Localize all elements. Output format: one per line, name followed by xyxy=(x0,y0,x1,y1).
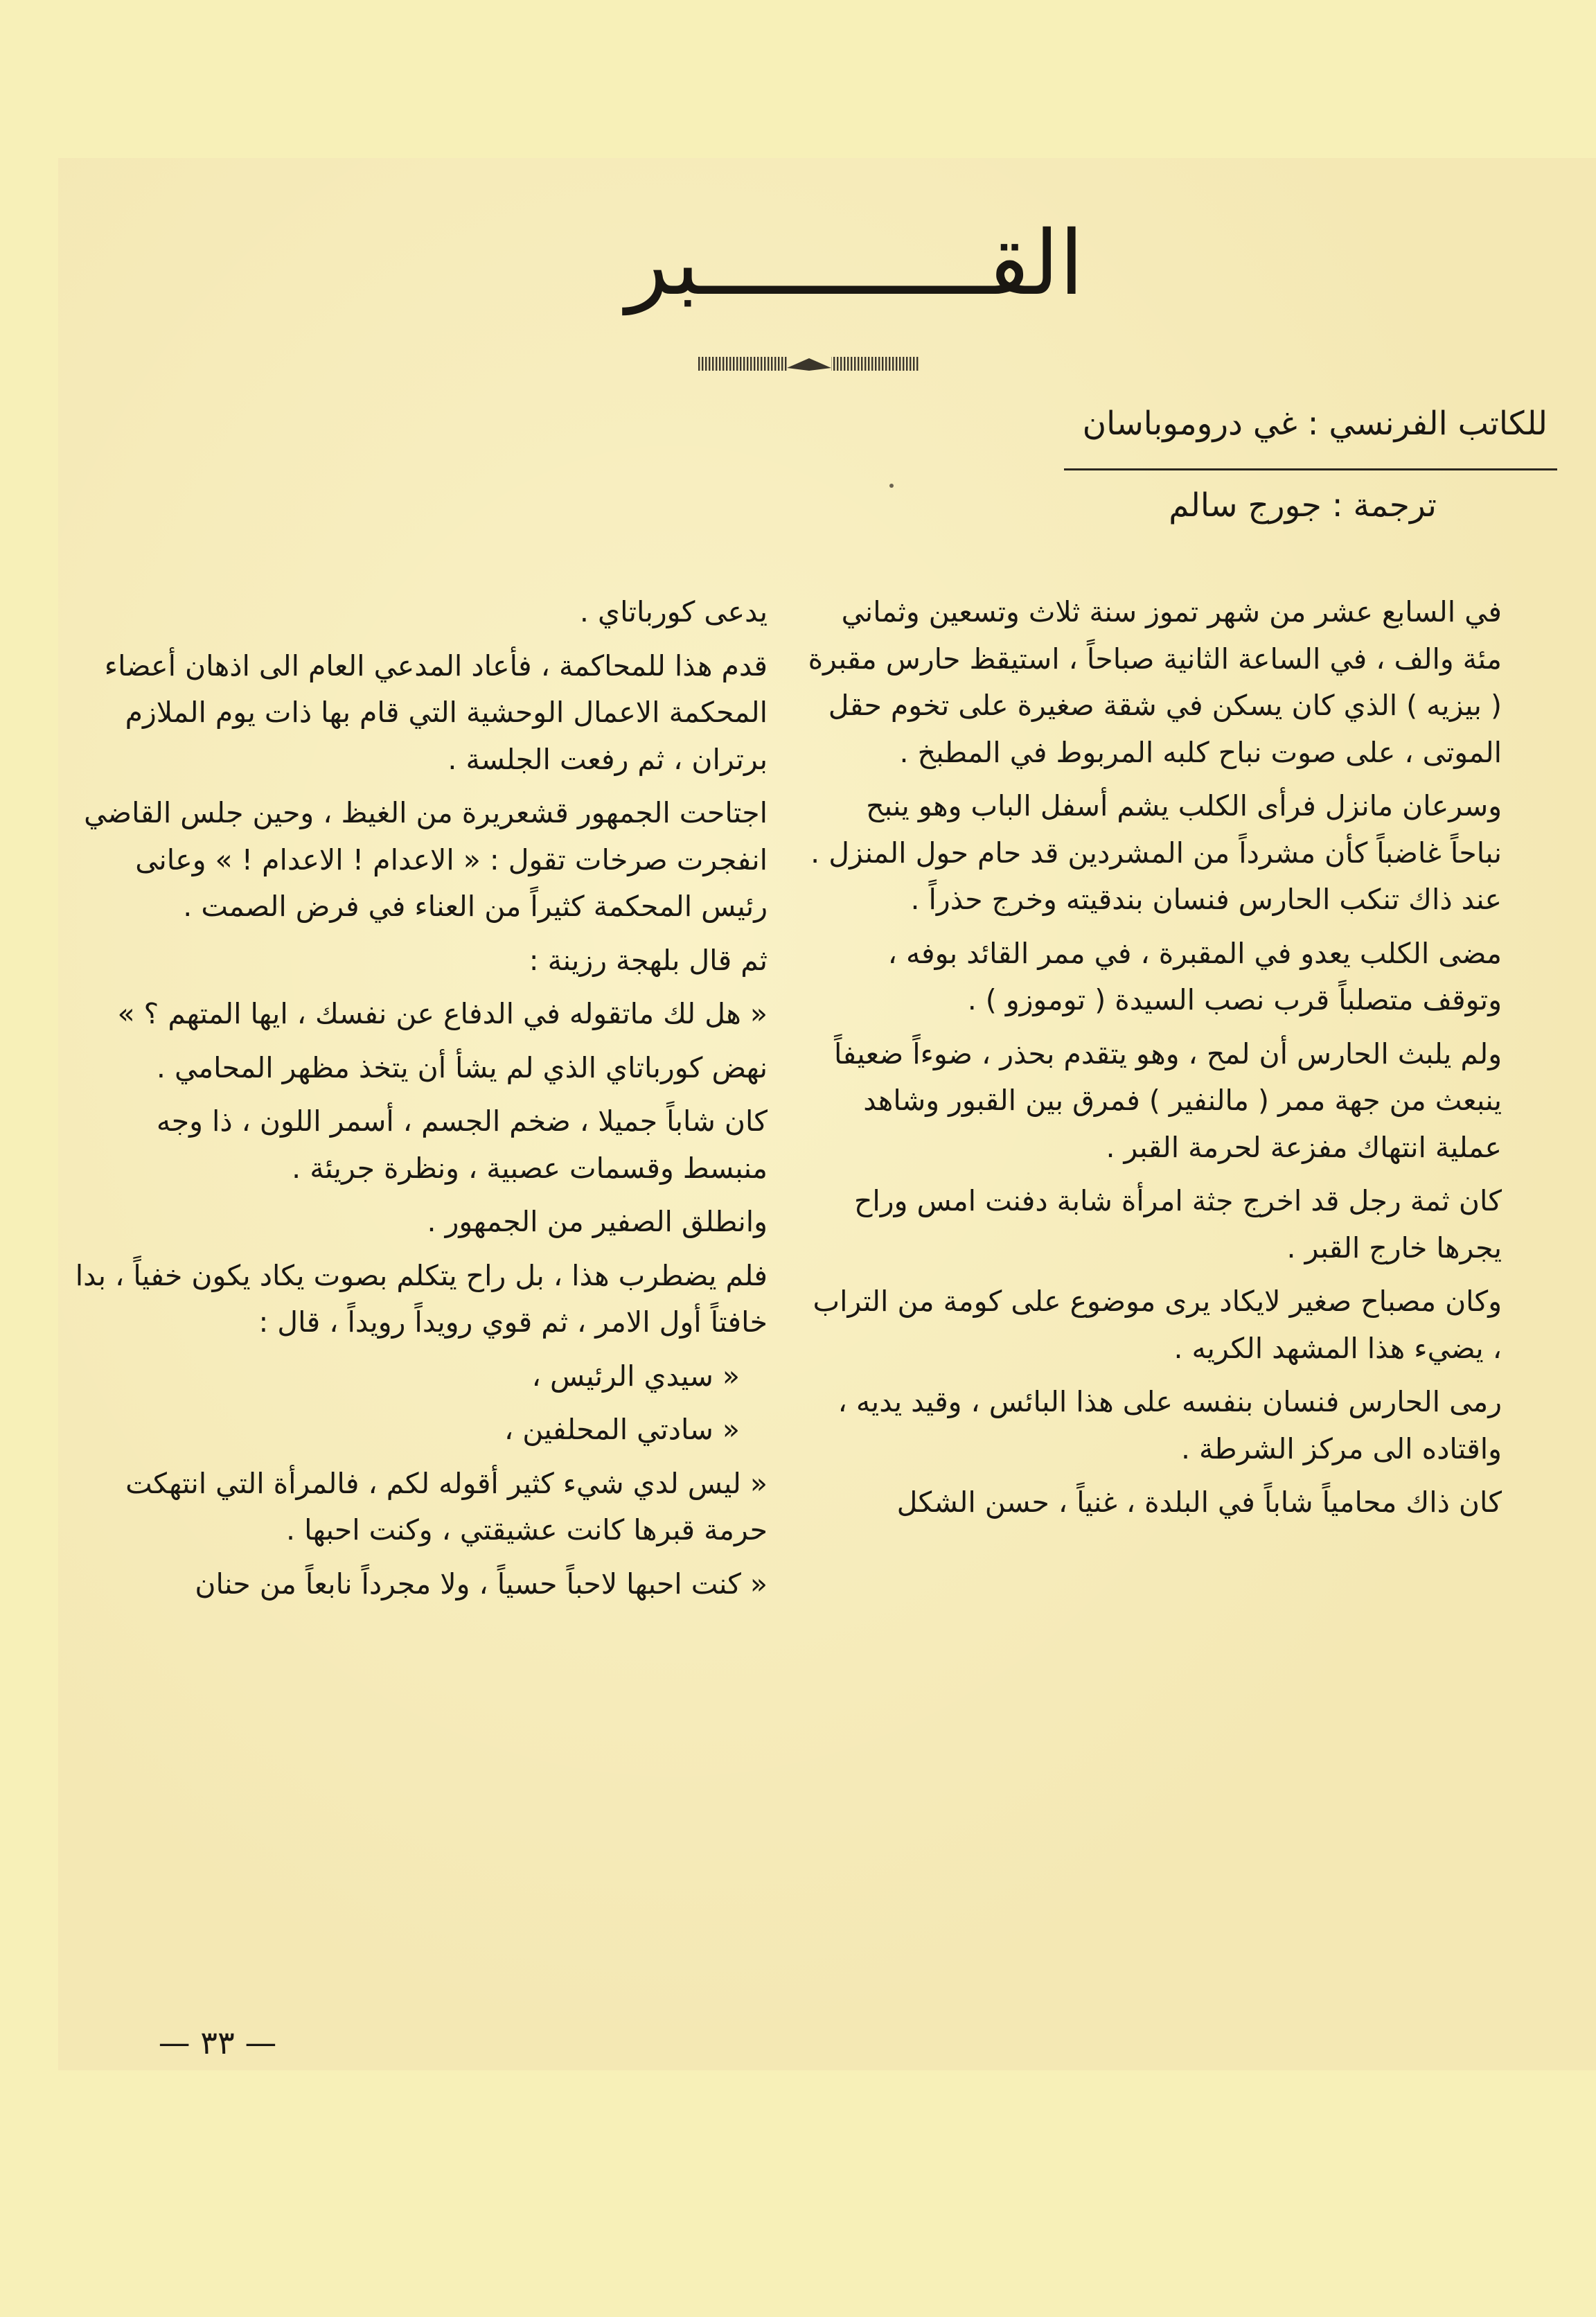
print-speck xyxy=(889,484,894,488)
byline-divider xyxy=(1064,468,1557,470)
paragraph: « كنت احبها لاحباً حسياً ، ولا مجرداً نابعاً من حنان xyxy=(195,1567,768,1601)
paragraph: فلم يضطرب هذا ، بل راح يتكلم بصوت يكاد يكون خفياً ، بدا خافتاً أول الامر ، ثم قوي رويداً رويداً ، قال : xyxy=(75,1258,768,1339)
paragraph: « ليس لدي شيء كثير أقوله لكم ، فالمرأة التي انتهكت حرمة قبرها كانت عشيقتي ، وكنت احبها . xyxy=(125,1466,768,1547)
magazine-page xyxy=(58,158,1596,2070)
paragraph: نهض كورباتاي الذي لم يشأ أن يتخذ مظهر المحامي . xyxy=(156,1050,768,1084)
title-ornament xyxy=(698,355,920,372)
paragraph: قدم هذا للمحاكمة ، فأعاد المدعي العام الى اذهان أعضاء المحكمة الاعمال الوحشية التي قام بها ذات يوم الملازم برتران ، ثم رفعت الجلسة . xyxy=(104,649,768,776)
paragraph: وسرعان مانزل فرأى الكلب يشم أسفل الباب وهو ينبح نباحاً غاضباً كأن مشرداً من المشردين قد حام حول المنزل . عند ذاك تنكب الحارس فنسان بندقيته وخرج حذراً . xyxy=(810,789,1502,916)
paragraph: في السابع عشر من شهر تموز سنة ثلاث وتسعين وثماني مئة والف ، في الساعة الثانية صباحاً ، استيقظ حارس مقبرة ( بيزيه ) الذي كان يسكن في شقة صغيرة على تخوم حقل الموتى ، على صوت نباح كلبه المربوط في المطبخ . xyxy=(808,595,1502,769)
left-text-column xyxy=(68,589,768,1614)
paragraph: يدعى كورباتاي . xyxy=(579,595,768,628)
paragraph: اجتاحت الجمهور قشعريرة من الغيظ ، وحين جلس القاضي انفجرت صرخات تقول : « الاعدام ! الاعدام ! » وعانى رئيس المحكمة كثيراً من العناء في فرض الصمت . xyxy=(84,796,768,923)
page-number: — ٣٣ — xyxy=(158,2024,277,2061)
quoted-line: « سادتي المحلفين ، xyxy=(504,1413,740,1446)
paragraph: رمى الحارس فنسان بنفسه على هذا البائس ، وقيد يديه ، واقتاده الى مركز الشرطة . xyxy=(837,1385,1502,1465)
paragraph: ثم قال بلهجة رزينة : xyxy=(529,943,768,977)
paragraph: ولم يلبث الحارس أن لمح ، وهو يتقدم بحذر ، ضوءاً ضعيفاً ينبعث من جهة ممر ( مالنفير ) فمرق بين القبور وشاهد عملية انتهاك مفزعة لحرمة القبر . xyxy=(834,1037,1502,1164)
paragraph: مضى الكلب يعدو في المقبرة ، في ممر القائد بوفه ، وتوقف متصلباً قرب نصب السيدة ( توموزو ) . xyxy=(887,936,1502,1016)
article-title: القـــــــــــبر xyxy=(626,212,1084,315)
paragraph: كان ثمة رجل قد اخرج جثة امرأة شابة دفنت امس وراح يجرها خارج القبر . xyxy=(853,1184,1502,1265)
right-text-column xyxy=(808,589,1502,1533)
paragraph: كان شاباً جميلا ، ضخم الجسم ، أسمر اللون ، ذا وجه منبسط وقسمات عصبية ، ونظرة جريئة . xyxy=(156,1104,768,1185)
paragraph: كان ذاك محامياً شاباً في البلدة ، غنياً ، حسن الشكل xyxy=(896,1486,1502,1519)
paragraph: « هل لك ماتقوله في الدفاع عن نفسك ، ايها المتهم ؟ » xyxy=(117,997,768,1030)
quoted-line: « سيدي الرئيس ، xyxy=(531,1359,740,1393)
author-byline: للكاتب الفرنسي : غي دروموباسان xyxy=(1082,405,1548,443)
translator-byline: ترجمة : جورج سالم xyxy=(1169,486,1437,525)
paragraph: وانطلق الصفير من الجمهور . xyxy=(427,1205,768,1238)
paragraph: وكان مصباح صغير لايكاد يرى موضوع على كومة من التراب ، يضيء هذا المشهد الكريه . xyxy=(813,1285,1502,1365)
